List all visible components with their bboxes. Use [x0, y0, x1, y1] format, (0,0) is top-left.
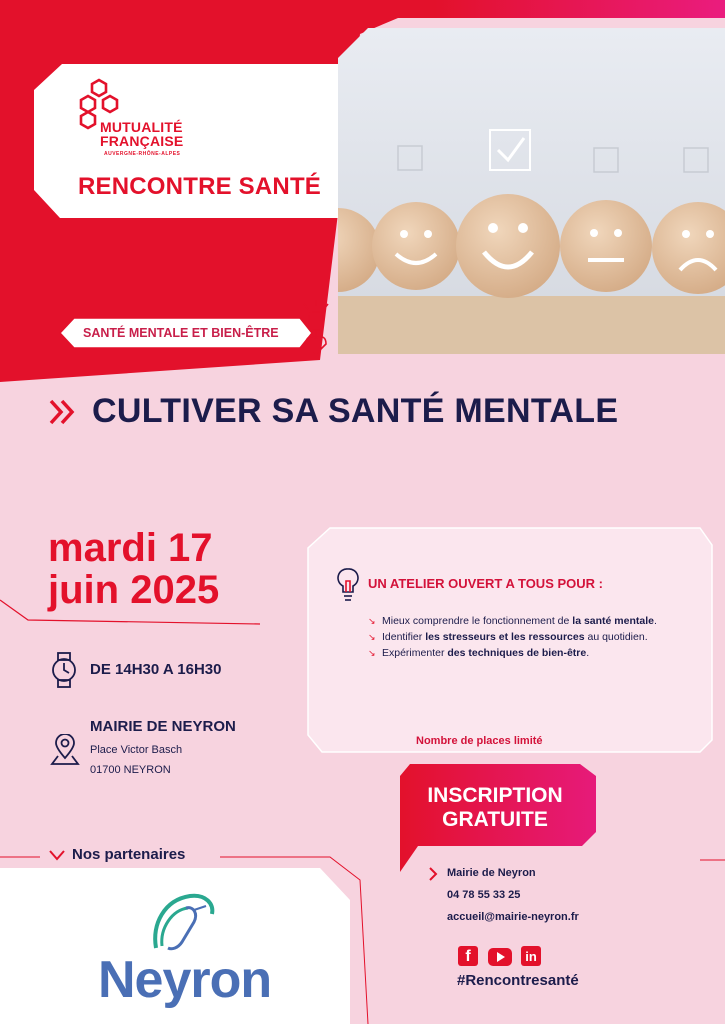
- logo-subtitle: AUVERGNE-RHÔNE-ALPES: [104, 151, 181, 157]
- contact-email[interactable]: accueil@mairie-neyron.fr: [447, 911, 579, 923]
- neyron-logo-word: Neyron: [98, 951, 272, 1009]
- inscription-line-1: INSCRIPTION: [427, 784, 563, 807]
- limited-places-note: Nombre de places limité: [416, 735, 543, 747]
- contact-name: Mairie de Neyron: [447, 867, 536, 879]
- heart-chevron-icon: [48, 848, 66, 867]
- location-address-1: Place Victor Basch: [90, 744, 183, 756]
- logo-wordmark: [100, 120, 183, 148]
- inscription-line-2: GRATUITE: [442, 808, 548, 831]
- arrow-icon: ↘: [368, 616, 376, 626]
- hashtag: #Rencontresanté: [457, 972, 579, 989]
- partners-label: Nos partenaires: [72, 846, 186, 863]
- youtube-icon[interactable]: [488, 948, 512, 971]
- linkedin-icon[interactable]: in: [521, 946, 541, 966]
- event-type: RENCONTRE SANTÉ: [78, 173, 322, 200]
- headline-chevron-icon: [48, 399, 78, 430]
- head-heart-icon: [298, 298, 334, 365]
- atelier-title: UN ATELIER OUVERT A TOUS POUR :: [368, 576, 603, 591]
- inscription-button[interactable]: [400, 784, 590, 832]
- arrow-icon: ↘: [368, 648, 376, 658]
- logo-line-2: FRANÇAISE: [100, 133, 184, 149]
- facebook-icon[interactable]: f: [458, 946, 478, 966]
- theme-tag: SANTÉ MENTALE ET BIEN-ÊTRE: [83, 326, 279, 340]
- atelier-list: [368, 614, 658, 662]
- list-item: ↘ Mieux comprendre le fonctionnement de la santé mentale.: [368, 615, 657, 627]
- headline: CULTIVER SA SANTÉ MENTALE: [92, 392, 619, 430]
- logo-line-1: MUTUALITÉ: [100, 119, 183, 135]
- contact-phone[interactable]: 04 78 55 33 25: [447, 889, 521, 901]
- date-line-2: juin 2025: [48, 568, 220, 612]
- event-time: DE 14H30 A 16H30: [90, 661, 222, 678]
- contact-chevron-icon: [428, 867, 440, 886]
- location-name: MAIRIE DE NEYRON: [90, 718, 236, 735]
- arrow-icon: ↘: [368, 632, 376, 642]
- list-item: ↘ Identifier les stresseurs et les ressources au quotidien.: [368, 631, 648, 643]
- date-line-1: mardi 17: [48, 526, 213, 570]
- hero-photo: [338, 28, 725, 354]
- watch-icon: [50, 652, 78, 693]
- location-address-2: 01700 NEYRON: [90, 764, 171, 776]
- location-pin-icon: [50, 734, 80, 771]
- lightbulb-icon: [336, 566, 360, 609]
- list-item: ↘ Expérimenter des techniques de bien-être.: [368, 647, 590, 659]
